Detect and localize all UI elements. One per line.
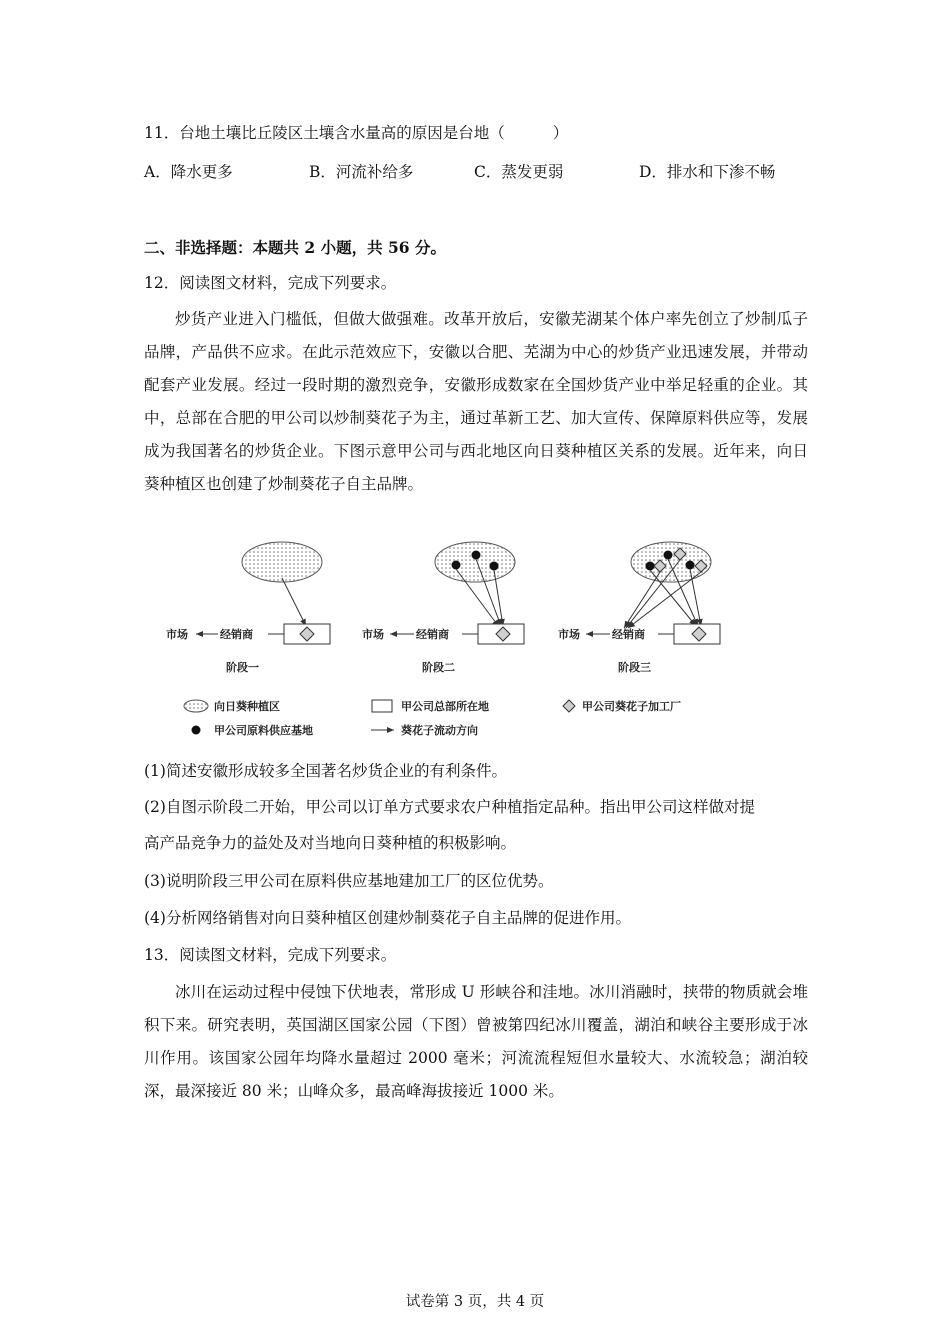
supply-base-dot: [452, 561, 461, 570]
supply-base-dot: [490, 562, 499, 571]
q11-option-b: B．河流补给多: [309, 163, 414, 181]
legend-planting-area-icon: [184, 700, 208, 712]
stage-three: [558, 542, 720, 674]
q11-stem-end: ）: [552, 124, 569, 142]
stage-label: 阶段一: [226, 661, 259, 674]
legend-factory-label: 甲公司葵花子加工厂: [582, 700, 681, 713]
legend-hq-icon: [372, 700, 392, 712]
stage-two: [362, 542, 524, 674]
q13-stem: 13．阅读图文材料，完成下列要求。: [144, 946, 397, 964]
market-label: 市场: [166, 628, 188, 641]
legend-supply-base-icon: [192, 726, 201, 735]
market-label: 市场: [558, 628, 580, 641]
supply-base-dot: [472, 551, 481, 560]
planting-area-ellipse: [242, 542, 322, 582]
q12-question-2: (2)自图示阶段二开始，甲公司以订单方式要求农户种植指定品种。指出甲公司这样做对提: [144, 798, 755, 816]
flow-arrow: [624, 572, 660, 628]
q12-question-4: (4)分析网络销售对向日葵种植区创建炒制葵花子自主品牌的促进作用。: [144, 909, 631, 927]
q12-question-1: (1)简述安徽形成较多全国著名炒货企业的有利条件。: [144, 762, 507, 780]
q13-material: 冰川在运动过程中侵蚀下伏地表，常形成 U 形峡谷和洼地。冰川消融时，挟带的物质就会堆积下来。研究表明，英国湖区国家公园（下图）曾被第四纪冰川覆盖，湖泊和峡谷主要形成于冰川作用。该国家公园年均降水量超过 2000 毫米；河流流程短但水量较大、水流较急；湖泊较深，最深接近 80 米；山峰众多，最高峰海拔接近 1000 米。: [144, 983, 808, 1100]
stage-diagram: [160, 538, 740, 746]
planting-area-ellipse: [435, 542, 515, 582]
diagram-legend: [184, 699, 681, 737]
q12-stem: 12．阅读图文材料，完成下列要求。: [144, 274, 397, 292]
q12-question-3: (3)说明阶段三甲公司在原料供应基地建加工厂的区位优势。: [144, 872, 554, 890]
section2-title: 二、非选择题：本题共 2 小题，共 56 分。: [144, 238, 446, 257]
supply-base-dot: [686, 561, 695, 570]
dealer-label: 经销商: [416, 628, 449, 641]
dealer-label: 经销商: [612, 628, 645, 641]
stage-one: [166, 542, 330, 674]
q11-stem-text: 11．台地土壤比丘陵区土壤含水量高的原因是台地（: [144, 124, 505, 142]
q12-question-2-cont: 高产品竞争力的益处及对当地向日葵种植的积极影响。: [144, 834, 517, 852]
q11-option-c: C．蒸发更弱: [474, 163, 564, 181]
page-footer: 试卷第 3 页，共 4 页: [405, 1294, 545, 1310]
stage-label: 阶段二: [422, 661, 455, 674]
legend-hq-label: 甲公司总部所在地: [401, 700, 489, 713]
legend-factory-icon: [563, 700, 575, 712]
flow-arrow: [282, 578, 306, 626]
market-label: 市场: [362, 628, 384, 641]
q11-option-a: A．降水更多: [144, 163, 233, 181]
stage-label: 阶段三: [618, 661, 651, 674]
legend-flow-label: 葵花子流动方向: [401, 724, 478, 737]
q11-option-d: D．排水和下渗不畅: [639, 163, 776, 181]
supply-base-dot: [646, 562, 655, 571]
legend-planting-area-label: 向日葵种植区: [214, 700, 280, 713]
supply-base-dot: [664, 551, 673, 560]
legend-supply-base-label: 甲公司原料供应基地: [214, 724, 313, 737]
q12-material: 炒货产业进入门槛低，但做大做强难。改革开放后，安徽芜湖某个体户率先创立了炒制瓜子品牌，产品供不应求。在此示范效应下，安徽以合肥、芜湖为中心的炒货产业迅速发展，并带动配套产业发展。经过一段时期的激烈竞争，安徽形成数家在全国炒货产业中举足轻重的企业。其中，总部在合肥的甲公司以炒制葵花子为主，通过革新工艺、加大宣传、保障原料供应等，发展成为我国著名的炒货企业。下图示意甲公司与西北地区向日葵种植区关系的发展。近年来，向日葵种植区也创建了炒制葵花子自主品牌。: [144, 310, 808, 493]
dealer-label: 经销商: [220, 628, 253, 641]
q11-stem: [144, 123, 808, 143]
